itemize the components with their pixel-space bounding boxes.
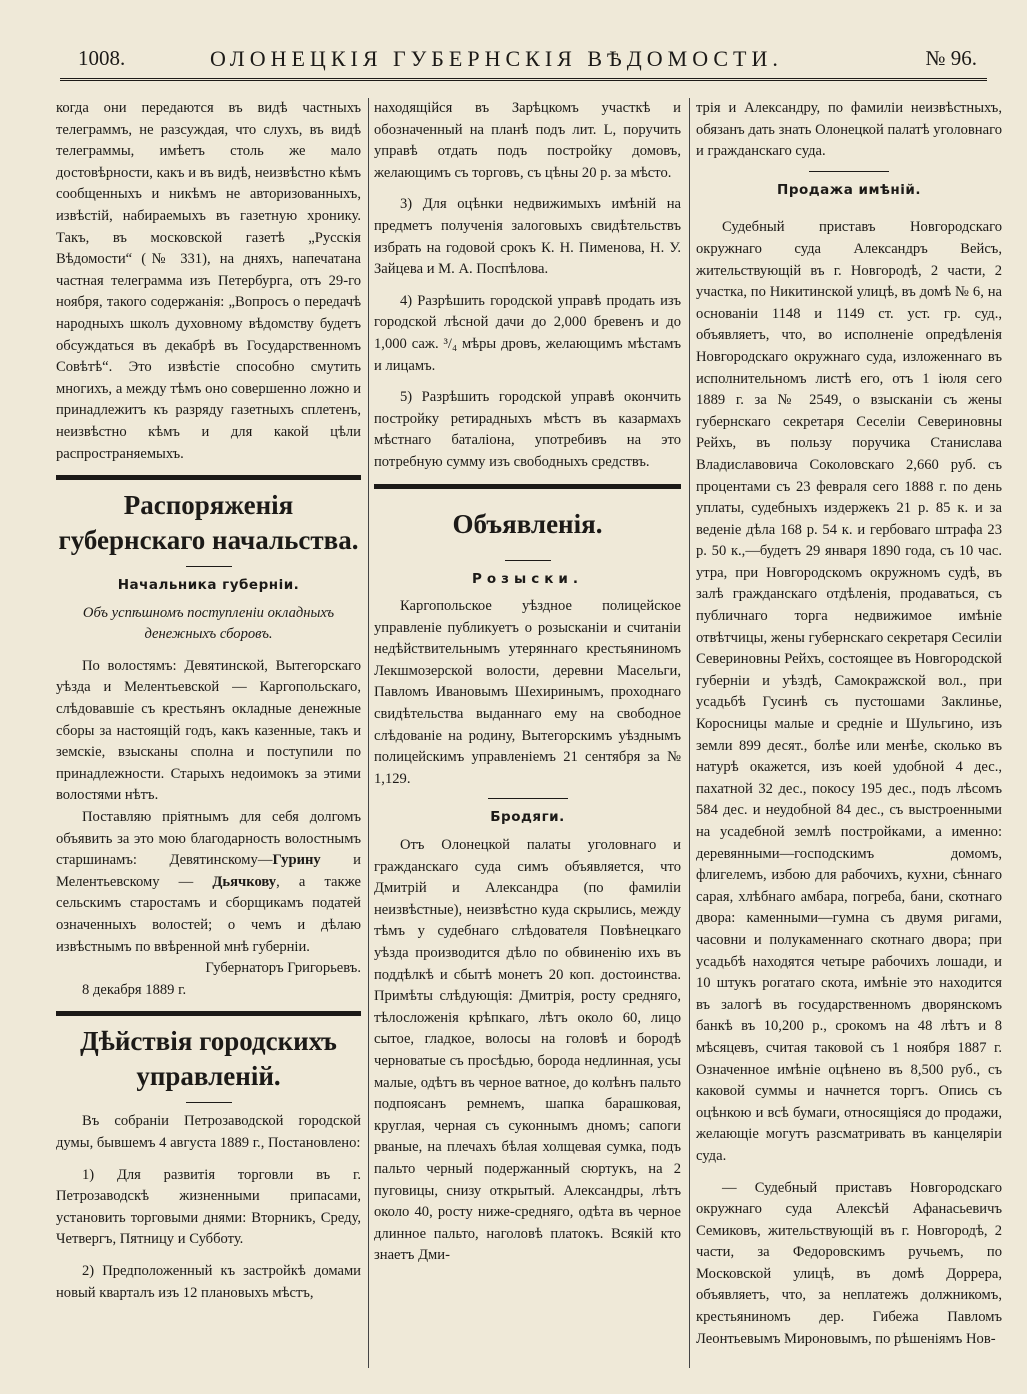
short-rule [488, 798, 568, 799]
paragraph: трія и Александру, по фамиліи неизвѣстныхъ, обязанъ дать знать Олонецкой палатѣ уголовнаго и гражданскаго суда. [696, 100, 1002, 160]
page-header [60, 38, 987, 78]
paragraph: находящійся въ Зарѣцкомъ участкѣ и обозначенный на планѣ подъ лит. L, поручить управѣ отдать подъ постройку домовъ, желающимъ съ торговъ, съ цѣны 20 р. за мѣсто. [374, 100, 681, 181]
subsection-title: Розыски. [472, 570, 583, 587]
section-title: Распоряженія губернскаго начальства. [58, 490, 359, 556]
paragraph: 2) Предположенный къ застройкѣ домами новый кварталъ изъ 12 плановыхъ мѣстъ, [56, 1262, 361, 1301]
column-1 [56, 98, 361, 1304]
column-2 [374, 98, 681, 1267]
text: и Мелентьевскому — [56, 852, 361, 890]
date: 8 декабря 1889 г. [82, 981, 187, 998]
paragraph: 3) Для оцѣнки недвижимыхъ имѣній на предметъ полученія залоговыхъ свидѣтельствъ избрать на годовой срокъ К. Н. Пименова, Н. У. Зайцева и М. А. Поспѣлова. [374, 196, 681, 278]
name: Гурину [272, 852, 321, 869]
subsection-title: Начальника губерніи. [117, 577, 300, 594]
paragraph: Въ собраніи Петрозаводской городской думы, бывшемъ 4 августа 1889 г., Постановлено: [56, 1113, 361, 1151]
page-number: 1008. [78, 46, 126, 70]
column-3 [696, 98, 1002, 1350]
paragraph: Судебный приставъ Новгородскаго окружнаго суда Александръ Вейсъ, жительствующій въ г. Новгородѣ, 2 части, 2 участка, по Никитинской улицѣ, въ домѣ № 6, на основаніи 1148 и 1149 ст. уст. гр. суд., объявляетъ, что, во исполненіе опредѣленія Новгородскаго окружнаго суда, изложеннаго въ исполнительномъ листѣ его, отъ 1 іюля сего 1889 г. за № 2549, о взысканіи съ жены губернскаго секретаря Сеселіи Севериновны Рейхъ, въ пользу поручика Станислава Владиславовича Соколовскаго 2,660 руб. съ процентами съ 23 февраля сего 1888 г. по день уплаты, судебныхъ издержекъ 21 р. 85 к. и за веденіе дѣла 168 р. 54 к. и гербоваго штрафа 23 р. 50 к.,—будетъ 29 января 1890 года, съ 10 час. утра, при Новгородскомъ окружномъ судѣ, въ залѣ гражданскаго отдѣленія, продаваться, съ публичнаго торга недвижимое имѣніе отвѣтчицы, жены губернскаго секретаря Сесиліи Севериновны Рейхъ, состоящее въ Новгородской губерніи и уѣздѣ, Самокражской вол., при усадьбѣ Гусинѣ съ пустошами Заклинье, Коросницы малые и средніе и Шульгино, изъ земли 899 десят., болѣе или менѣе, сколько въ натурѣ окажется, изъ коей удобной 4 дес., пахатной 32 дес., покосу 195 дес., подъ лѣсомъ 584 дес. и неудобной 84 дес., съ выстроенными на усадебной землѣ постройками, а именно: деревянными—господскимъ домомъ, флигелемъ, избою для рабочихъ, кухни, сѣннаго сарая, хлѣбнаго амбара, погреба, бани, скотнаго двора: каменными—гумна съ двумя ригами, часовни и полукаменнаго скотнаго двора; при усадьбѣ находятся четыре рабочихъ лошади, и 10 штукъ рогатаго скота, имѣніе это находится въ залогѣ въ государственномъ дворянскомъ банкѣ въ 10,200 р., срокомъ на 48 лѣтъ и 8 мѣсяцевъ, считая таковой съ 1 ноября 1887 г. Означенное имѣніе оцѣнено въ 8,500 руб., съ каковой суммы и начнется торгъ. Опись съ оцѣнкою и всѣ бумаги, относящіяся до продажи, желающіе могутъ разсматривать въ канцеляріи суда. [696, 219, 1002, 1164]
paragraph: По волостямъ: Девятинской, Вытегорскаго уѣзда и Мелентьевской — Каргопольскаго, слѣдовавшіе съ крестьянъ окладные денежные сборы за настоящій годъ, какъ казенные, такъ и земскіе, взысканы сполна и поступили по принадлежности. Старыхъ недоимокъ за этими волостями нѣтъ. [56, 657, 361, 804]
section-divider [56, 475, 361, 480]
section-divider [374, 484, 681, 489]
italic-title: Объ успѣшномъ поступленіи окладныхъ денежныхъ сборовъ. [82, 604, 335, 643]
issue-number: № 96. [925, 46, 977, 70]
paragraph: 1) Для развитія торговли въ г. Петрозаводскѣ жизненными припасами, установить торговыми днями: Вторникъ, Среду, Четвергъ, Пятницу и Субботу. [56, 1166, 361, 1248]
paragraph: 4) Разрѣшить городской управѣ продать изъ городской лѣсной дачи до 2,000 бревенъ и до 1,000 саж. ³/₄ мѣры дровъ, желающимъ мѣстамъ и лицамъ. [374, 292, 681, 374]
paragraph: Каргопольское уѣздное полицейское управленіе публикуетъ о розысканіи и считаніи недѣйствительнымъ утеряннаго крестьяниномъ Лекшмозерской волости, деревни Масельги, Павломъ Ивановымъ Шехиринымъ, проходнаго свидѣтельства выданнаго ему на свободное слѣдованіе на родину, Вытегорскимъ уѣзднымъ полицейскимъ управленіемъ 21 сентября за № 1,129. [374, 598, 681, 787]
short-rule [809, 171, 889, 172]
column-divider [689, 98, 690, 1368]
text: , а также сельскимъ старостамъ и сборщикамъ податей означенныхъ волостей; о чемъ и дѣлаю извѣстнымъ по ввѣренной мнѣ губерніи. [56, 873, 361, 955]
paragraph [56, 807, 361, 958]
paragraph: — Судебный приставъ Новгородскаго окружнаго суда Алексѣй Афанасьевичъ Семиковъ, жительствующій въ г. Новгородѣ, 2 части, за Федоровскимъ ручьемъ, по Московской улицѣ, въ домѣ Доррера, объявляетъ, что, за неплатежъ должникомъ, крестьяниномъ дер. Гибежа Павломъ Леонтьевымъ Мироновымъ, по рѣшеніямъ Нов- [696, 1179, 1002, 1347]
short-rule [186, 1102, 232, 1103]
section-title: Дѣйствія городскихъ управленій. [80, 1026, 337, 1092]
section-divider [56, 1011, 361, 1016]
short-rule [505, 560, 551, 561]
subsection-title: Продажа имѣній. [777, 181, 921, 198]
paragraph: Отъ Олонецкой палаты уголовнаго и гражданскаго суда симъ объявляется, что Дмитрій и Александра (по фамиліи неизвѣстные), неизвѣстно куда скрылись, между тѣмъ у судебнаго слѣдователя Повѣнецкаго уѣзда производится дѣло по обвиненію ихъ въ поддѣлкѣ и сбытѣ монетъ 20 коп. достоинства. Примѣты слѣдующія: Дмитрія, росту средняго, тѣлосложенія крѣпкаго, лѣтъ около 60, лицо сытое, гладкое, волосы на головѣ и бородѣ черноватые съ просѣдью, борода недлинная, усы малые, одѣтъ въ черное ватное, до колѣнъ пальто подпоясанъ ремнемъ, шапка барашковая, круглая, черная съ суконнымъ дномъ; сапоги рваные, на плечахъ бѣлая холщевая сумка, подъ пальто черный подержанный сюртукъ, на 2 пуговицы, снизу открытый. Александры, лѣтъ около 40, росту ниже-средняго, одѣта въ черное длинное пальто, наголовѣ платокъ. Всякій кто знаетъ Дми- [374, 837, 681, 1264]
column-divider [368, 98, 369, 1368]
section-title: Объявленія. [452, 508, 603, 539]
signature: Губернаторъ Григорьевъ. [205, 960, 361, 977]
header-rule [60, 78, 987, 84]
article-continuation: когда они передаются въ видѣ частныхъ телеграммъ, не разсуждая, что слухъ, въ видѣ телеграммы, имѣетъ столь же мало достовѣрности, какъ и въ видѣ, неизвѣстно кѣмъ сообщенныхъ и никѣмъ не авторизованныхъ, извѣстій, набираемыхъ въ газетную хронику. Такъ, въ московской газетѣ „Русскія Вѣдомости“ (№ 331), на дняхъ, напечатана частная телеграмма изъ Петербурга, отъ 29-го ноября, такого содержанія: „Вопросъ о передачѣ народныхъ школъ духовному вѣдомству будетъ обсуждаться въ декабрѣ въ Государственномъ Совѣтѣ“. Это извѣстіе способно смутить многихъ, а между тѣмъ оно совершенно ложно и принадлежитъ къ разряду газетныхъ сплетенъ, неизвѣстно кѣмъ и для какой цѣли распространяемыхъ. [56, 100, 361, 462]
short-rule [186, 566, 232, 567]
newspaper-title: ОЛОНЕЦКІЯ ГУБЕРНСКІЯ ВѢДОМОСТИ. [210, 46, 783, 71]
text: Поставляю пріятнымъ для себя долгомъ объявить за это мою благодарность волостнымъ старшинамъ: Девятинскому— [56, 809, 361, 869]
name: Дьячкову [212, 873, 277, 890]
paragraph: 5) Разрѣшить городской управѣ окончить постройку ретирадныхъ мѣстъ въ казармахъ мѣстнаго баталіона, употребивъ на это потребную сумму изъ свободныхъ средствъ. [374, 389, 681, 470]
subsection-title: Бродяги. [490, 809, 565, 826]
